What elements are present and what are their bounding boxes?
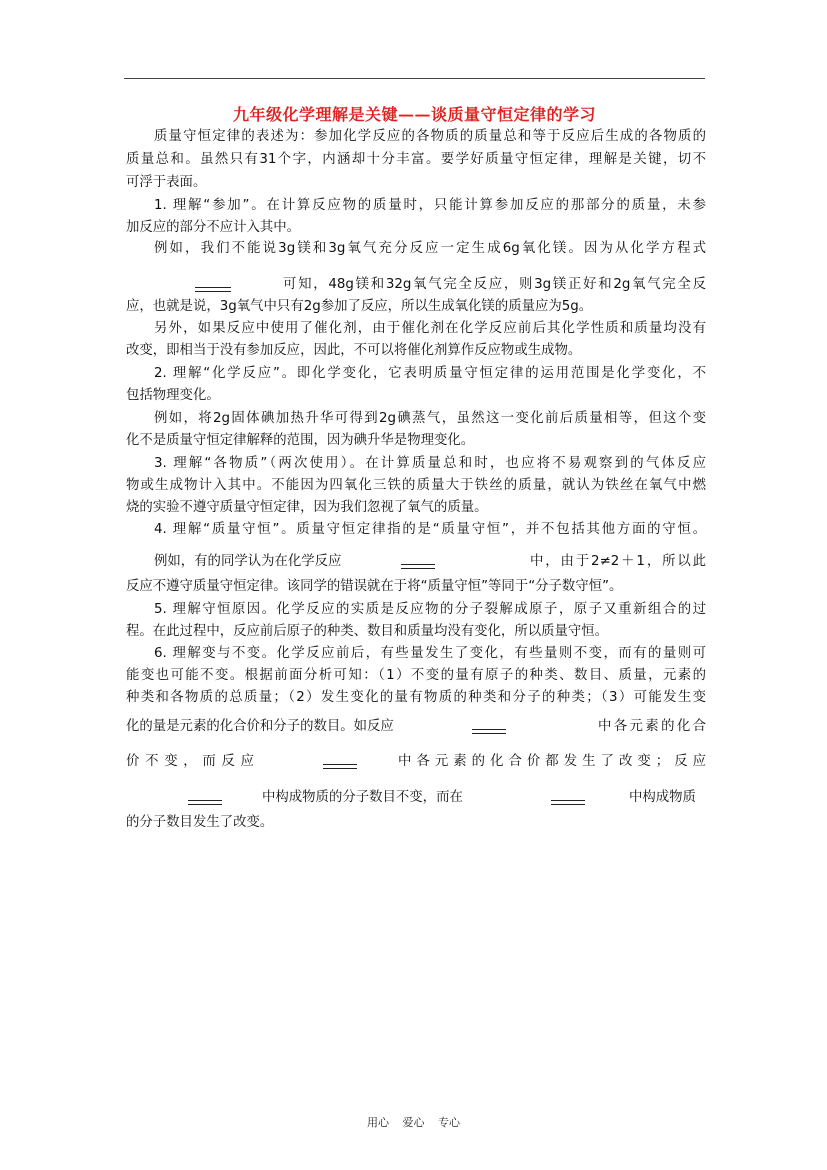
paragraph-line: 4. 理解“质量守恒”。质量守恒定律指的是“质量守恒”，并不包括其他方面的守恒。 xyxy=(154,522,706,537)
paragraph-line: 质量总和。虽然只有31个字，内涵却十分丰富。要学好质量守恒定律，理解是关键，切不 xyxy=(126,152,706,167)
paragraph-line: 3. 理解“各物质”（两次使用）。在计算质量总和时，也应将不易观察到的气体反应 xyxy=(154,456,706,471)
paragraph-line: 6. 理解变与不变。化学反应前后，有些量发生了变化，有些量则不变，而有的量则可 xyxy=(154,646,706,661)
paragraph-line: 烧的实验不遵守质量守恒定律，因为我们忽视了氧气的质量。 xyxy=(126,500,488,515)
paragraph-line: 5. 理解守恒原因。化学反应的实质是反应物的分子裂解成原子，原子又重新组合的过 xyxy=(154,602,706,617)
paragraph-line: 中构成物质 xyxy=(629,790,696,805)
paragraph-line: 物或生成物计入其中。不能因为四氧化三铁的质量大于铁丝的质量，就认为铁丝在氧气中燃 xyxy=(126,478,706,493)
paragraph-line: 中各元素的化合 xyxy=(598,719,706,734)
paragraph-line: 价不变，而反应 xyxy=(126,754,254,769)
paragraph-line: 质量守恒定律的表述为：参加化学反应的各物质的质量总和等于反应后生成的各物质的 xyxy=(154,129,706,144)
paragraph-line: 1. 理解“参加”。在计算反应物的质量时，只能计算参加反应的那部分的质量，未参 xyxy=(154,198,706,213)
paragraph-line: 例如，将2g固体碘加热升华可得到2g碘蒸气，虽然这一变化前后质量相等，但这个变 xyxy=(154,411,706,426)
paragraph-line: 反应不遵守质量守恒定律。该同学的错误就在于将“质量守恒”等同于“分子数守恒”。 xyxy=(126,579,623,594)
paragraph-line: 例如，我们不能说3g镁和3g氧气充分反应一定生成6g氧化镁。因为从化学方程式 xyxy=(154,241,706,256)
paragraph-line: 可浮于表面。 xyxy=(126,175,207,190)
paragraph-line: 加反应的部分不应计入其中。 xyxy=(126,220,301,235)
equation-sign xyxy=(195,287,231,292)
equation-sign xyxy=(323,764,357,769)
paragraph-line: 包括物理变化。 xyxy=(126,388,220,403)
paragraph-line: 应，也就是说，3g氧气中只有2g参加了反应，所以生成氧化镁的质量应为5g。 xyxy=(126,299,593,314)
paragraph-line: 改变，即相当于没有参加反应，因此，不可以将催化剂算作反应物或生成物。 xyxy=(126,343,582,358)
paragraph-line: 化的量是元素的化合价和分子的数目。如反应 xyxy=(126,719,394,734)
paragraph-line: 另外，如果反应中使用了催化剂，由于催化剂在化学反应前后其化学性质和质量均没有 xyxy=(154,321,706,336)
paragraph-line: 中，由于2≠2＋1，所以此 xyxy=(530,554,706,569)
paragraph-line: 种类和各物质的总质量；（2）发生变化的量有物质的种类和分子的种类；（3）可能发生变 xyxy=(126,690,706,705)
document-title: 九年级化学理解是关键——谈质量守恒定律的学习 xyxy=(232,105,596,124)
paragraph-line: 2. 理解“化学反应”。即化学变化，它表明质量守恒定律的运用范围是化学变化，不 xyxy=(154,366,706,381)
paragraph-line: 程。在此过程中，反应前后原子的种类、数目和质量均没有变化，所以质量守恒。 xyxy=(126,624,609,639)
paragraph-line: 化不是质量守恒定律解释的范围，因为碘升华是物理变化。 xyxy=(126,433,475,448)
equation-sign xyxy=(401,564,435,569)
paragraph-line: 中构成物质的分子数目不变，而在 xyxy=(262,790,463,805)
equation-sign xyxy=(188,800,222,805)
equation-sign xyxy=(472,729,506,734)
paragraph-line: 的分子数目发生了改变。 xyxy=(126,815,274,830)
header-rule xyxy=(124,78,705,79)
paragraph-line: 例如，有的同学认为在化学反应 xyxy=(154,554,342,569)
equation-sign xyxy=(551,800,585,805)
paragraph-line: 能变也可能不变。根据前面分析可知：（1）不变的量有原子的种类、数目、质量，元素的 xyxy=(126,668,706,683)
page-footer: 用心 爱心 专心 xyxy=(367,1116,460,1129)
paragraph-line: 中各元素的化合价都发生了改变；反应 xyxy=(398,754,706,769)
paragraph-line: 可知，48g镁和32g氧气完全反应，则3g镁正好和2g氧气完全反 xyxy=(283,277,706,292)
